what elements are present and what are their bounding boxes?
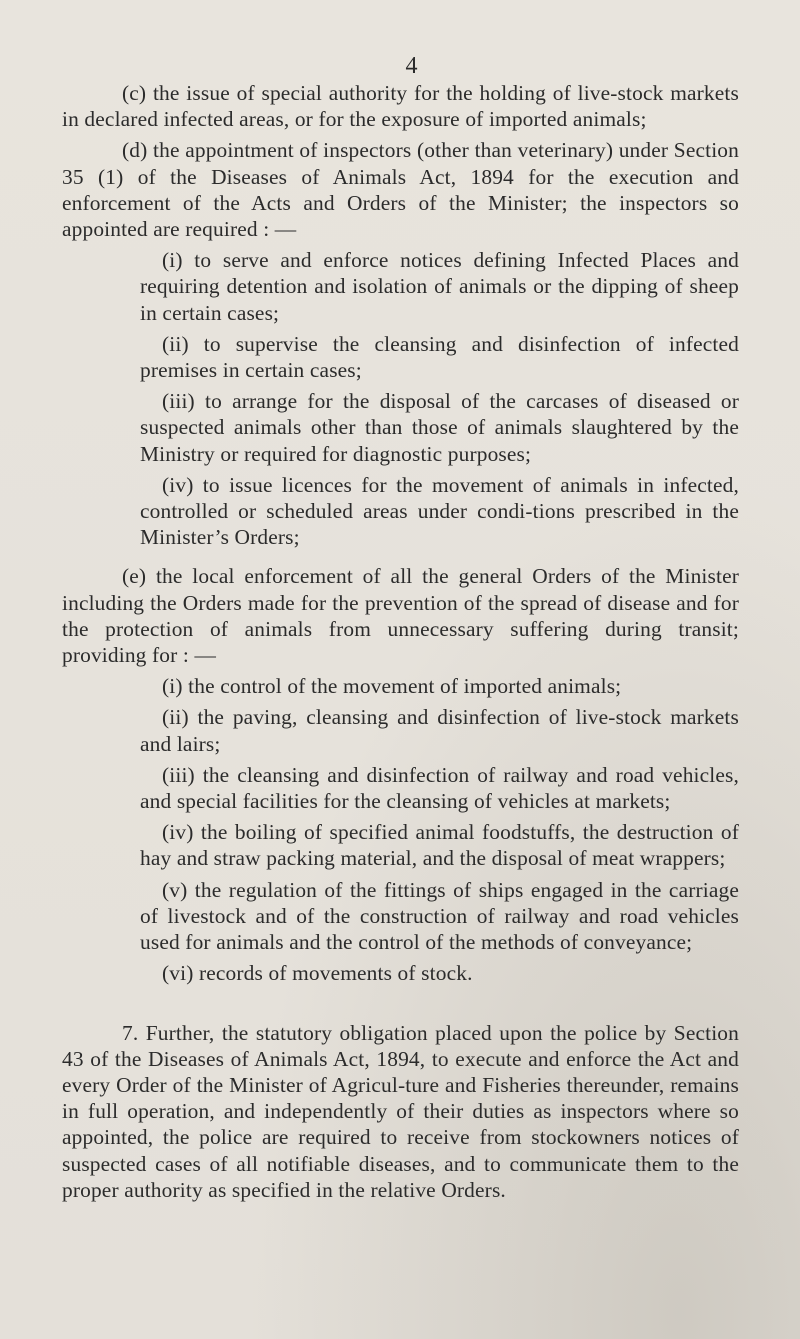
paragraph-d: (d) the appointment of inspectors (other than veterinary) under Section 35 (1) of the Diseases of Animals Act, 1894 for the execution and enforcement of the Acts and Orders of the Minister; the inspectors so appointed are required : —	[62, 138, 739, 242]
sub-item-d-i: (i) to serve and enforce notices defining Infected Places and requiring detention and isolation of animals or the dipping of sheep in certain cases;	[140, 248, 739, 325]
document-body	[62, 52, 739, 1203]
sub-item-e-i: (i) the control of the movement of imported animals;	[162, 674, 622, 699]
page-number: 4	[405, 53, 418, 79]
sub-item-e-vi: (vi) records of movements of stock.	[162, 961, 473, 986]
sub-item-e-ii: (ii) the paving, cleansing and disinfection of live-stock markets and lairs;	[140, 705, 739, 756]
sub-item-d-iv: (iv) to issue licences for the movement of animals in infected, controlled or scheduled areas under condi-tions prescribed in the Minister’s Orders;	[140, 472, 739, 550]
paragraph-7: 7. Further, the statutory obligation placed upon the police by Section 43 of the Diseases of Animals Act, 1894, to execute and enforce the Act and every Order of the Minister of Agricul-ture and Fisheries thereunder, remains in full operation, and independently of their duties as inspectors where so appointed, the police are required to receive from stockowners notices of suspected cases of all notifiable diseases, and to communicate them to the proper authority as specified in the relative Orders.	[62, 1020, 739, 1202]
sub-item-d-iii: (iii) to arrange for the disposal of the carcases of diseased or suspected animals other than those of animals slaughtered by the Ministry or required for diagnostic purposes;	[140, 389, 739, 466]
sub-item-d-ii: (ii) to supervise the cleansing and disinfection of infected premises in certain cases;	[140, 331, 739, 383]
sub-item-e-iii: (iii) the cleansing and disinfection of railway and road vehicles, and special facilities for the cleansing of vehicles at markets;	[140, 762, 739, 814]
paragraph-e: (e) the local enforcement of all the general Orders of the Minister including the Orders made for the prevention of the spread of disease and for the protection of animals from unnecessary suffering during transit; providing for : —	[62, 564, 739, 668]
paragraph-c: (c) the issue of special authority for the holding of live-stock markets in declared infected areas, or for the exposure of imported animals;	[62, 81, 739, 132]
sub-item-e-iv: (iv) the boiling of specified animal foodstuffs, the destruction of hay and straw packing material, and the disposal of meat wrappers;	[140, 820, 739, 871]
sub-item-e-v: (v) the regulation of the fittings of ships engaged in the carriage of livestock and of the construction of railway and road vehicles used for animals and the control of the methods of conveyance;	[140, 877, 739, 955]
